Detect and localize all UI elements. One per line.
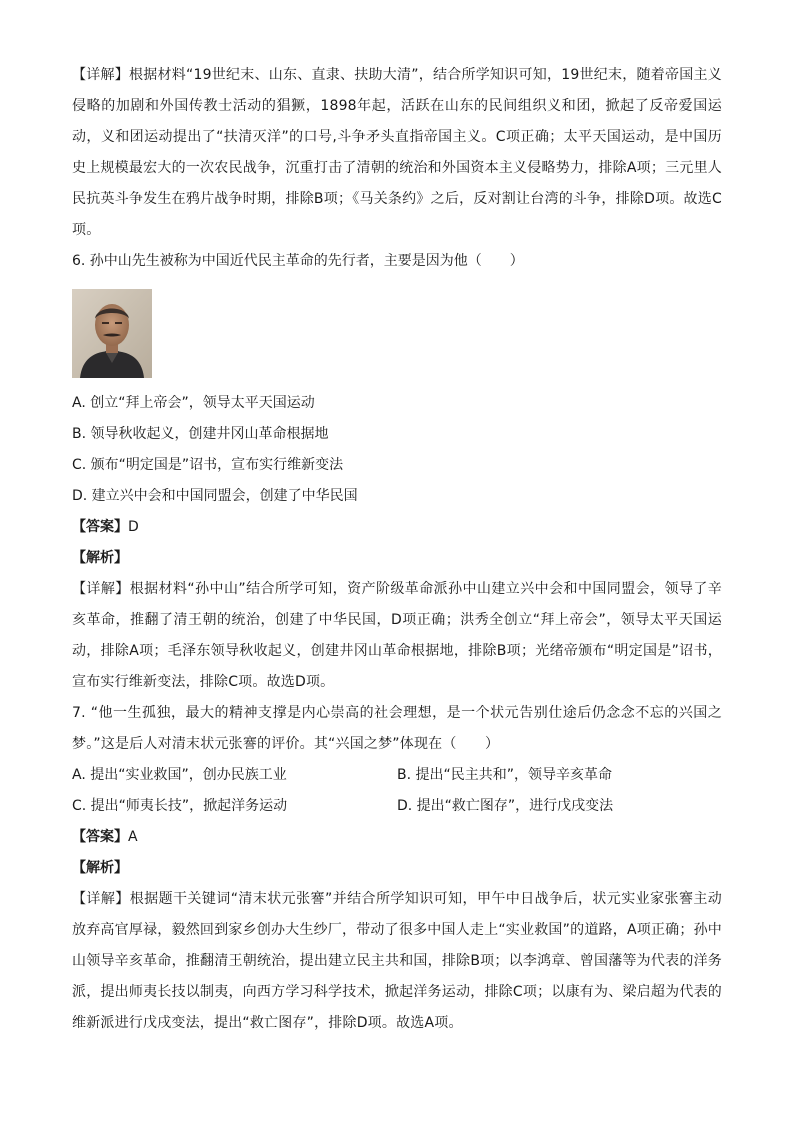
answer-tag: 【答案】 xyxy=(72,829,128,845)
q6-option-a: A. 创立“拜上帝会”，领导太平天国运动 xyxy=(72,395,315,411)
answer-value: D xyxy=(128,519,139,535)
answer-value: A xyxy=(128,829,138,845)
q6-detail: 【详解】根据材料“孙中山”结合所学可知，资产阶级革命派孙中山建立兴中会和中国同盟会，领导了辛亥革命，推翻了清王朝的统治，创建了中华民国，D项正确；洪秀全创立“拜上帝会”，领导太平天国运动，排除A项；毛泽东领导秋收起义，创建井冈山革命根据地，排除B项；光绪帝颁布“明定国是”诏书，宣布实行维新变法，排除C项。故选D项。 xyxy=(72,581,722,690)
q7-option-d: D. 提出“救亡图存”，进行戊戌变法 xyxy=(397,798,614,814)
q7-question: 7. “他一生孤独，最大的精神支撑是内心崇高的社会理想，是一个状元告别仕途后仍念念不忘的兴国之梦。”这是后人对清末状元张謇的评价。其“兴国之梦”体现在（ ） xyxy=(72,705,722,752)
q6-question: 6. 孙中山先生被称为中国近代民主革命的先行者，主要是因为他（ ） xyxy=(72,253,524,269)
q6-option-d: D. 建立兴中会和中国同盟会，创建了中华民国 xyxy=(72,488,358,504)
portrait-photo xyxy=(72,289,152,378)
answer-tag: 【答案】 xyxy=(72,519,128,535)
q7-answer xyxy=(72,822,722,853)
q7-option-b: B. 提出“民主共和”，领导辛亥革命 xyxy=(397,767,613,783)
q5-detail: 【详解】根据材料“19世纪末、山东、直隶、扶助大清”，结合所学知识可知，19世纪末，随着帝国主义侵略的加剧和外国传教士活动的猖獗，1898年起，活跃在山东的民间组织义和团，掀起了反帝爱国运动，义和团运动提出了“扶清灭洋”的口号,斗争矛头直指帝国主义。C项正确；太平天国运动，是中国历史上规模最宏大的一次农民战争，沉重打击了清朝的统治和外国资本主义侵略势力，排除A项；三元里人民抗英斗争发生在鸦片战争时期，排除B项；《马关条约》之后，反对割让台湾的斗争，排除D项。故选C项。 xyxy=(72,67,722,238)
document-page xyxy=(72,60,722,1039)
q6-option-c: C. 颁布“明定国是”诏书，宣布实行维新变法 xyxy=(72,457,344,473)
q7-options-row-1 xyxy=(72,760,722,791)
q7-analysis-tag: 【解析】 xyxy=(72,860,128,876)
q6-option-b: B. 领导秋收起义，创建井冈山革命根据地 xyxy=(72,426,329,442)
q7-option-c: C. 提出“师夷长技”，掀起洋务运动 xyxy=(72,798,288,814)
q6-answer xyxy=(72,512,722,543)
q7-options-row-2 xyxy=(72,791,722,822)
q7-detail: 【详解】根据题干关键词“清末状元张謇”并结合所学知识可知，甲午中日战争后，状元实业家张謇主动放弃高官厚禄，毅然回到家乡创办大生纱厂，带动了很多中国人走上“实业救国”的道路，A项正确；孙中山领导辛亥革命，推翻清王朝统治，提出建立民主共和国，排除B项；以李鸿章、曾国藩等为代表的洋务派，提出师夷长技以制夷，向西方学习科学技术，掀起洋务运动，排除C项；以康有为、梁启超为代表的维新派进行戊戌变法，提出“救亡图存”，排除D项。故选A项。 xyxy=(72,891,722,1031)
q6-analysis-tag: 【解析】 xyxy=(72,550,128,566)
q7-option-a: A. 提出“实业救国”，创办民族工业 xyxy=(72,767,287,783)
